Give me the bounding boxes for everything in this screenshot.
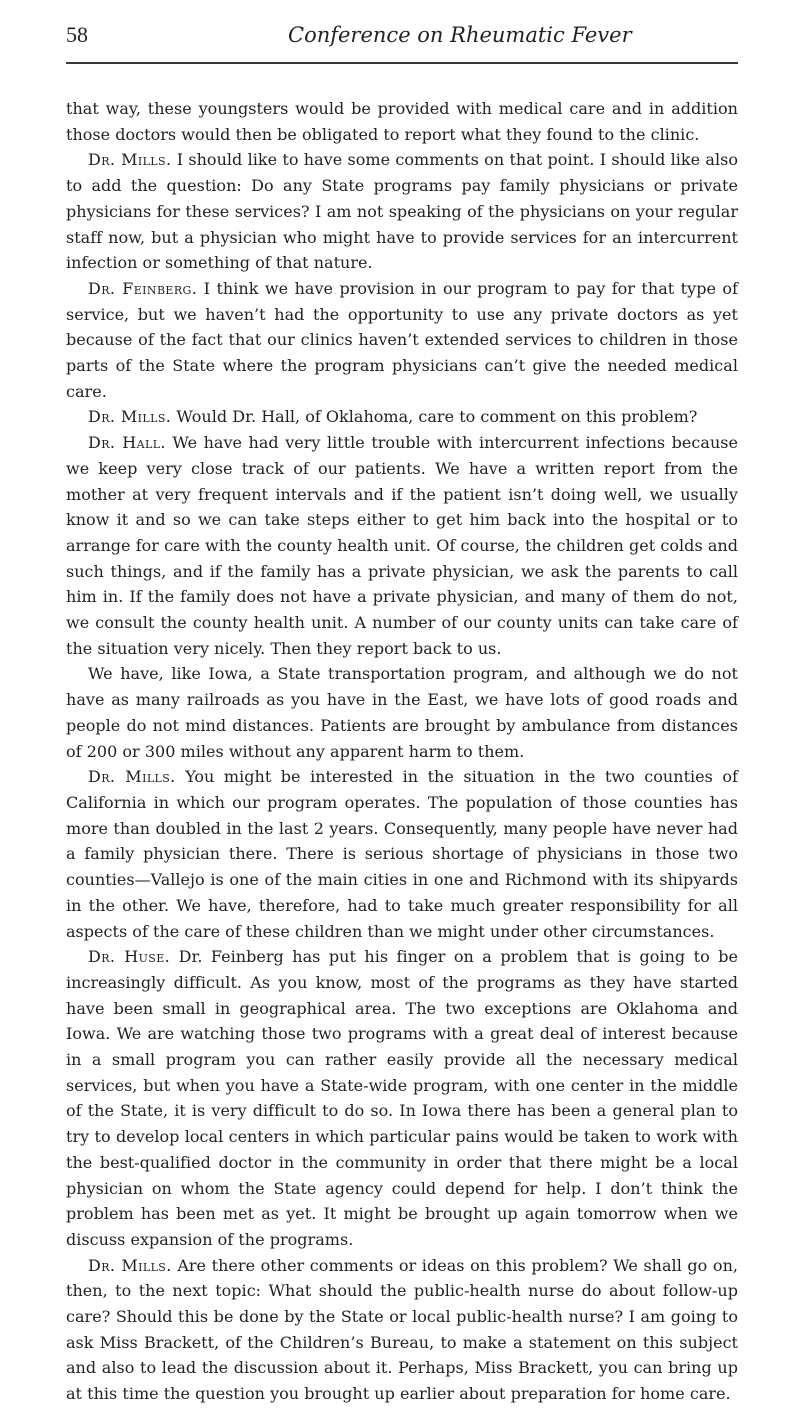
paragraph [66, 96, 738, 147]
running-head: Conference on Rheumatic Fever [288, 23, 632, 47]
paragraph-text: I think we have provision in our program to pay for that type of service, but we haven’t had the opportunity to use any private doctors as yet because of the fact that our clinics haven’t extended services to children in those parts of the State where the program physicians can’t give the needed medical care. [66, 278, 738, 401]
paragraph-text: You might be interested in the situation in the two counties of California in which our program operates. The population of those counties has more than doubled in the last 2 years. Consequently, many people have never had a family physician there. There is serious shortage of physicians in those two counties—Vallejo is one of the main cities in one and Richmond with its shipyards in the other. We have, therefore, had to take much greater responsibility for all aspects of the care of these children than we might under other circumstances. [66, 767, 738, 941]
paragraph [66, 764, 738, 944]
page-header [66, 18, 738, 52]
paragraph-text: Are there other comments or ideas on this problem? We shall go on, then, to the next topic: What should the public-health nurse do about follow-up care? Should this be done by the State or local public-health nurse? I am going to ask Miss Brackett, of the Children’s Bureau, to make a statement on this subject and also to lead the discussion about it. Perhaps, Miss Brackett, you can bring up at this time the question you brought up earlier about preparation for home care. [66, 1255, 739, 1404]
paragraph [66, 404, 738, 430]
speaker-name: Dr. Huse. [88, 947, 171, 967]
paragraph [66, 430, 738, 661]
speaker-name: Dr. Mills. [88, 767, 176, 787]
page-number: 58 [66, 22, 88, 47]
paragraph [66, 276, 738, 405]
speaker-name: Dr. Mills. [88, 1255, 172, 1275]
paragraph [66, 1253, 738, 1407]
speaker-name: Dr. Mills. [88, 150, 172, 170]
body-text [66, 96, 738, 1407]
speaker-name: Dr. Hall. [88, 433, 166, 453]
paragraph [66, 147, 738, 276]
paragraph-text: Dr. Feinberg has put his finger on a problem that is going to be increasingly difficult. As you know, most of the programs as they have started have been small in geographical area. The two exceptions are Oklahoma and Iowa. We are watching those two programs with a great deal of interest because in a small program you can rather easily provide all the necessary medical services, but when you have a State-wide program, with one center in the middle of the State, it is very difficult to do so. In Iowa there has been a general plan to try to develop local centers in which particular pains would be taken to work with the best-qualified doctor in the community in order that there might be a local physician on whom the State agency could depend for help. I don’t think the problem has been met as yet. It might be brought up again tomorrow when we discuss expansion of the programs. [66, 947, 738, 1249]
paragraph [66, 944, 738, 1252]
speaker-name: Dr. Mills. [88, 407, 172, 427]
paragraph-text: that way, these youngsters would be provided with medical care and in addition those doctors would then be obligated to report what they found to the clinic. [66, 99, 738, 144]
paragraph-text: I should like to have some comments on that point. I should like also to add the question: Do any State programs pay family physicians or private physicians for these services? I am not speaking of the physicians on your regular staff now, but a physician who might have to provide services for an intercurrent infection or something of that nature. [66, 150, 738, 273]
paragraph-text: Would Dr. Hall, of Oklahoma, care to comment on this problem? [171, 407, 698, 427]
speaker-name: Dr. Feinberg. [88, 278, 198, 298]
paragraph-text: We have had very little trouble with intercurrent infections because we keep very close track of our patients. We have a written report from the mother at very frequent intervals and if the patient isn’t doing well, we usually know it and so we can take steps either to get him back into the hospital or to arrange for care with the county health unit. Of course, the children get colds and such things, and if the family has a private physician, we ask the parents to call him in. If the family does not have a private physician, and many of them do not, we consult the county health unit. A number of our county units can take care of the situation very nicely. Then they report back to us. [66, 433, 738, 658]
header-rule [66, 62, 738, 64]
paragraph-text: We have, like Iowa, a State transportation program, and although we do not have as many railroads as you have in the East, we have lots of good roads and people do not mind distances. Patients are brought by ambulance from distances of 200 or 300 miles without any apparent harm to them. [66, 664, 738, 761]
paragraph [66, 661, 738, 764]
